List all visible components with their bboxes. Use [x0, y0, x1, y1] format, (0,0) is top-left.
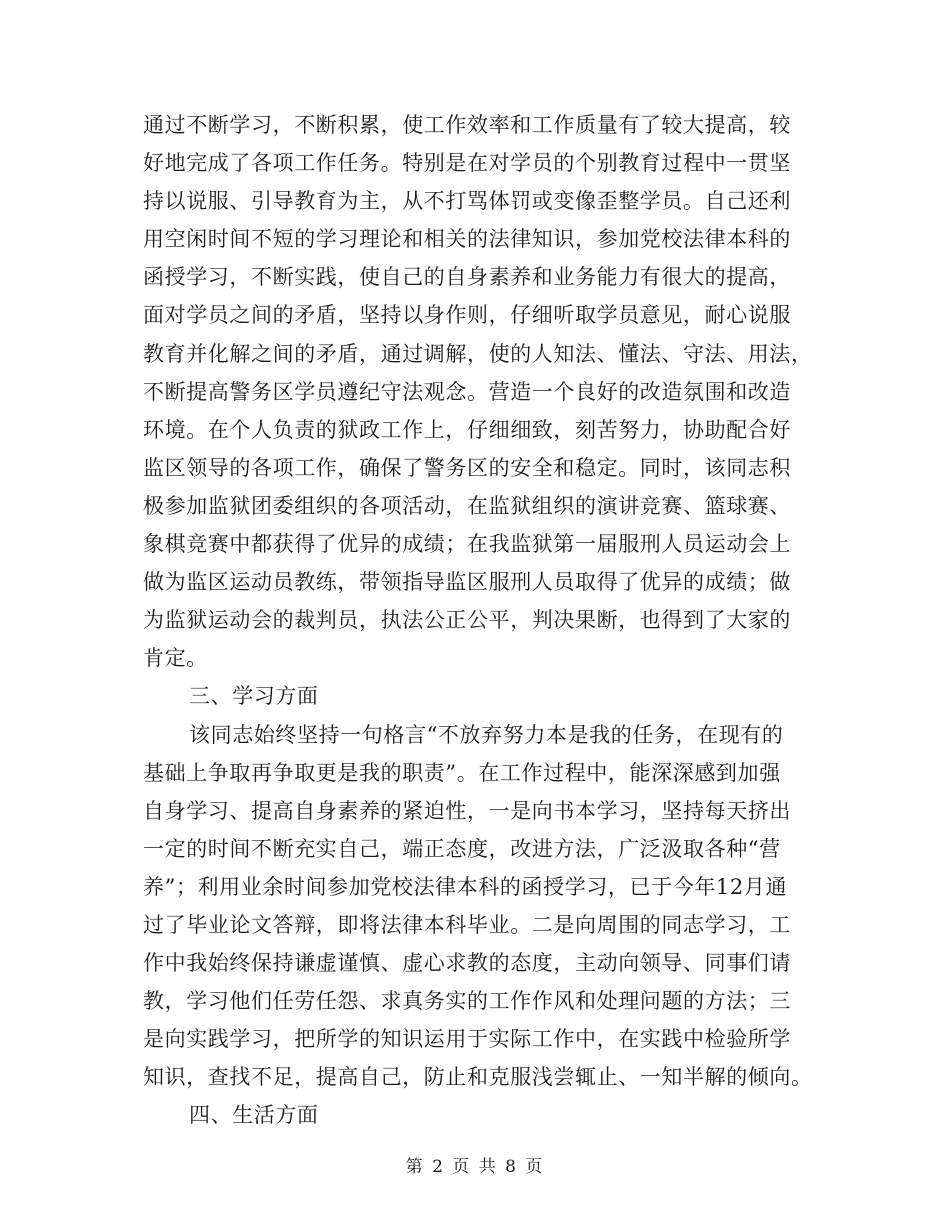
text-line: 是向实践学习，把所学的知识运用于实际工作中，在实践中检验所学	[143, 1027, 791, 1052]
text-line: 过了毕业论文答辩，即将法律本科毕业。二是向周围的同志学习，工	[143, 912, 791, 937]
text-line: 知识，查找不足，提高自己，防止和克服浅尝辄止、一知半解的倾向。	[143, 1065, 813, 1090]
text-line: 教育并化解之间的矛盾，通过调解，使的人知法、懂法、守法、用法，	[143, 341, 813, 366]
text-line: 不断提高警务区学员遵纪守法观念。营造一个良好的改造氛围和改造	[143, 379, 791, 404]
text-line: 教，学习他们任劳任怨、求真务实的工作作风和处理问题的方法；三	[143, 989, 791, 1014]
text-line: 好地完成了各项工作任务。特别是在对学员的个别教育过程中一贯坚	[143, 151, 791, 176]
text-line: 象棋竞赛中都获得了优异的成绩；在我监狱第一届服刑人员运动会上	[143, 532, 791, 557]
section-heading-study: 三、学习方面	[189, 684, 319, 709]
text-line: 自身学习、提高自身素养的紧迫性，一是向书本学习，坚持每天挤出	[143, 798, 791, 823]
text-line: 该同志始终坚持一句格言“不放弃努力本是我的任务，在现有的	[189, 722, 784, 747]
text-line: 环境。在个人负责的狱政工作上，仔细细致，刻苦努力，协助配合好	[143, 417, 791, 442]
text-line: 用空闲时间不短的学习理论和相关的法律知识，参加党校法律本科的	[143, 227, 791, 252]
page-footer: 第 2 页 共 8 页	[405, 1157, 545, 1177]
section-heading-life: 四、生活方面	[189, 1103, 319, 1128]
text-line: 一定的时间不断充实自己，端正态度，改进方法，广泛汲取各种“营	[143, 836, 781, 861]
text-line: 持以说服、引导教育为主，从不打骂体罚或变像歪整学员。自己还利	[143, 189, 791, 214]
text-line: 作中我始终保持谦虚谨慎、虚心求教的态度，主动向领导、同事们请	[143, 951, 791, 976]
text-line: 肯定。	[143, 646, 208, 671]
text-line: 基础上争取再争取更是我的职责”。在工作过程中，能深深感到加强	[143, 760, 781, 785]
text-line: 做为监区运动员教练，带领指导监区服刑人员取得了优异的成绩；做	[143, 570, 791, 595]
text-line: 通过不断学习，不断积累，使工作效率和工作质量有了较大提高，较	[143, 113, 791, 137]
text-line: 面对学员之间的矛盾，坚持以身作则，仔细听取学员意见，耐心说服	[143, 303, 791, 328]
text-line: 函授学习，不断实践，使自己的自身素养和业务能力有很大的提高，	[143, 265, 791, 290]
text-line: 极参加监狱团委组织的各项活动，在监狱组织的演讲竞赛、篮球赛、	[143, 493, 791, 518]
body-text	[143, 106, 813, 1135]
text-line: 养”；利用业余时间参加党校法律本科的函授学习，已于今年12月通	[143, 874, 788, 899]
text-line: 监区领导的各项工作，确保了警务区的安全和稳定。同时，该同志积	[143, 455, 791, 480]
text-line: 为监狱运动会的裁判员，执法公正公平，判决果断，也得到了大家的	[143, 608, 791, 633]
